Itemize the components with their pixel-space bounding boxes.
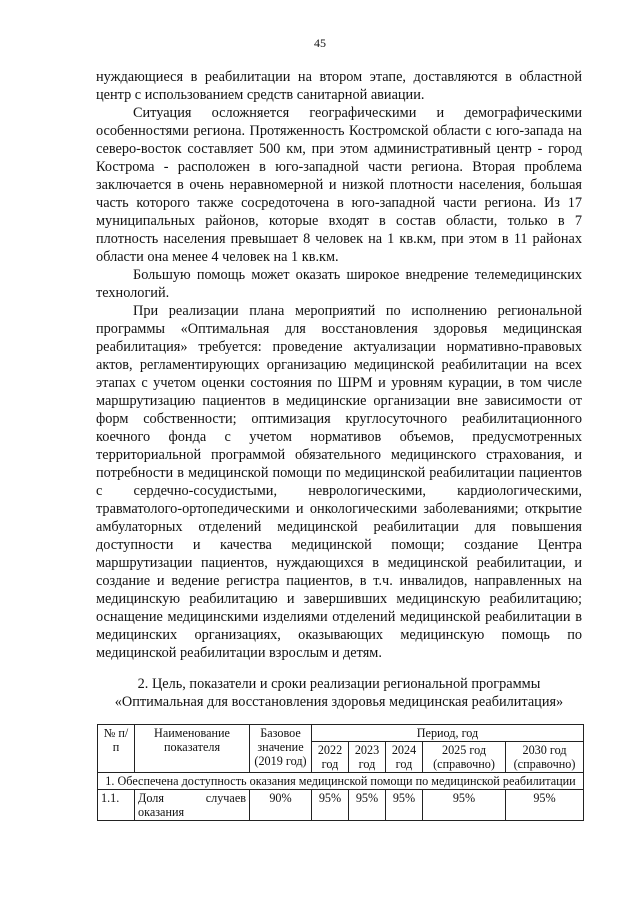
row-2022: 95% (312, 790, 349, 821)
paragraph-4: При реализации плана мероприятий по исполнению региональной программы «Оптимальная для восстановления здоровья медицинская реабилитация» требуется: проведение актуализации нормативно-правовых актов, регламентирующих организацию медицинской реабилитации на всех этапах с учетом оценки состояния по ШРМ и уровням курации, в том числе маршрутизацию пациентов в медицинские организации вне зависимости от форм собственности; оптимизация круглосуточного реабилитационного коечного фонда с учетом нормативов объемов, предусмотренных территориальной программой обязательного медицинского страхования, и потребности в медицинской помощи по медицинской реабилитации пациентов с сердечно-сосудистыми, неврологическими, кардиологическими, травматолого-ортопедическими и онкологическими заболеваниями; открытие амбулаторных отделений медицинской реабилитации для повышения доступности и качества медицинской помощи; создание Центра маршрутизации пациентов, нуждающихся в медицинской реабилитации, и создание и ведение регистра пациентов, в т.ч. инвалидов, направленных на медицинскую реабилитацию и завершивших медицинскую реабилитацию; оснащение медицинскими изделиями отделений медицинской реабилитации в медицинских организациях, оказывающих медицинскую помощь по медицинской реабилитации взрослым и детям. (96, 303, 582, 661)
section-title-line-2: «Оптимальная для восстановления здоровья медицинская реабилитация» (114, 694, 564, 710)
group-heading: 1. Обеспечена доступность оказания медицинской помощи по медицинской реабилитации (98, 773, 584, 790)
body-text (96, 68, 582, 662)
row-2030: 95% (506, 790, 584, 821)
section-title (96, 675, 582, 711)
row-name: Доля случаев оказания (135, 790, 250, 821)
header-2024: 2024 год (386, 742, 423, 773)
header-base: Базовое значение (2019 год) (250, 725, 312, 773)
header-period: Период, год (312, 725, 584, 742)
indicators-table (97, 724, 584, 821)
paragraph-1: нуждающиеся в реабилитации на втором этапе, доставляются в областной центр с использованием средств санитарной авиации. (96, 69, 582, 103)
table-header-row-1 (98, 725, 584, 742)
row-num: 1.1. (98, 790, 135, 821)
row-base: 90% (250, 790, 312, 821)
row-2024: 95% (386, 790, 423, 821)
paragraph-3: Большую помощь может оказать широкое внедрение телемедицинских технологий. (96, 267, 582, 301)
section-title-line-1: 2. Цель, показатели и сроки реализации региональной программы (137, 676, 541, 692)
header-name: Наименование показателя (135, 725, 250, 773)
header-2030: 2030 год (справочно) (506, 742, 584, 773)
table-group-row (98, 773, 584, 790)
table-row (98, 790, 584, 821)
header-2022: 2022 год (312, 742, 349, 773)
header-2023: 2023 год (349, 742, 386, 773)
page-number: 45 (314, 36, 326, 50)
row-2025: 95% (423, 790, 506, 821)
header-num: № п/п (98, 725, 135, 773)
row-2023: 95% (349, 790, 386, 821)
header-2025: 2025 год (справочно) (423, 742, 506, 773)
paragraph-2: Ситуация осложняется географическими и демографическими особенностями региона. Протяженность Костромской области с юго-запада на северо-восток составляет 500 км, при этом административный центр - город Кострома - расположен в юго-западной части региона. Вторая проблема заключается в очень неравномерной и низкой плотности населения, большая часть которого также сосредоточена в юго-западной части региона. Из 17 муниципальных районов, которые входят в состав области, только в 7 плотность населения превышает 8 человек на 1 кв.км, при этом в 11 районах области она менее 4 человек на 1 кв.км. (96, 105, 582, 265)
